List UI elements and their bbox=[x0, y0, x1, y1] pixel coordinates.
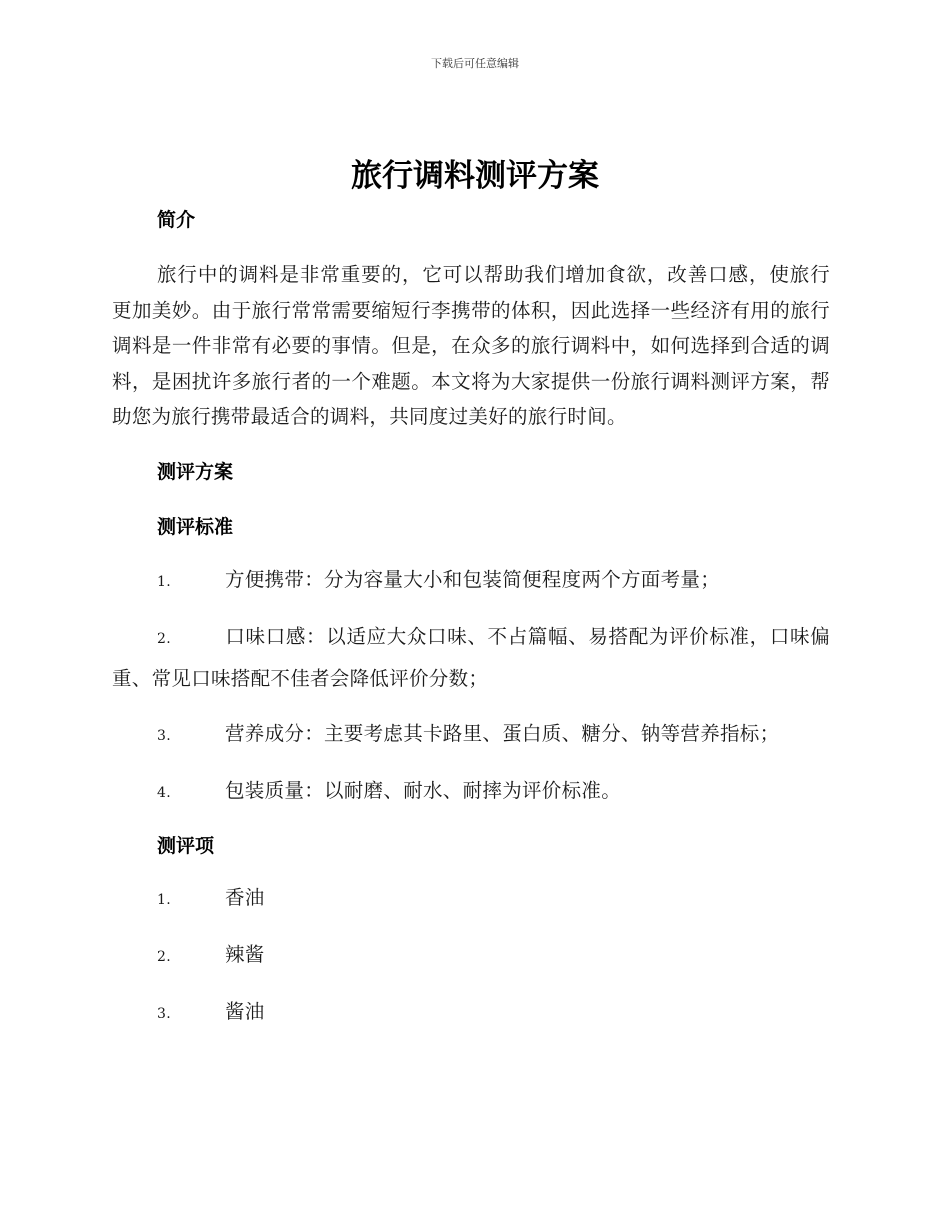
list-item-text: 方便携带：分为容量大小和包装简便程度两个方面考量； bbox=[225, 567, 721, 591]
list-item-text: 口味口感：以适应大众口味、不占篇幅、易搭配为评价标准，口味偏重、常见口味搭配不佳者会降低评价分数； bbox=[112, 624, 830, 690]
evaluation-item bbox=[112, 992, 830, 1034]
list-number: 2. bbox=[157, 948, 171, 965]
list-number: 2. bbox=[157, 630, 171, 647]
list-number: 4. bbox=[157, 784, 171, 801]
list-item-text: 香油 bbox=[225, 885, 265, 909]
criteria-item bbox=[112, 560, 830, 602]
section-heading-intro: 简介 bbox=[157, 209, 196, 231]
criteria-list bbox=[112, 560, 830, 813]
evaluation-items-list bbox=[112, 878, 830, 1034]
section-heading-plan: 测评方案 bbox=[157, 460, 234, 483]
list-number: 3. bbox=[157, 727, 171, 744]
list-item-text: 包装质量：以耐磨、耐水、耐摔为评价标准。 bbox=[225, 778, 622, 802]
intro-paragraph: 旅行中的调料是非常重要的，它可以帮助我们增加食欲，改善口感，使旅行更加美妙。由于旅行常常需要缩短行李携带的体积，因此选择一些经济有用的旅行调料是一件非常有必要的事情。但是，在众多的旅行调料中，如何选择到合适的调料，是困扰许多旅行者的一个难题。本文将为大家提供一份旅行调料测评方案，帮助您为旅行携带最适合的调料，共同度过美好的旅行时间。 bbox=[112, 263, 830, 428]
list-number: 3. bbox=[157, 1005, 171, 1022]
evaluation-item bbox=[112, 878, 830, 920]
section-heading-items: 测评项 bbox=[157, 834, 215, 857]
section-heading-criteria: 测评标准 bbox=[157, 515, 234, 538]
header-note: 下载后可任意编辑 bbox=[431, 57, 519, 70]
list-item-text: 酱油 bbox=[225, 999, 265, 1023]
evaluation-item bbox=[112, 935, 830, 977]
criteria-item bbox=[112, 714, 830, 756]
list-number: 1. bbox=[157, 573, 171, 590]
criteria-item bbox=[112, 617, 830, 699]
criteria-item bbox=[112, 771, 830, 813]
document-title: 旅行调料测评方案 bbox=[351, 158, 599, 194]
list-item-text: 辣酱 bbox=[225, 942, 265, 966]
list-number: 1. bbox=[157, 891, 171, 908]
document-body bbox=[112, 205, 830, 1034]
list-item-text: 营养成分：主要考虑其卡路里、蛋白质、糖分、钠等营养指标； bbox=[225, 721, 780, 745]
